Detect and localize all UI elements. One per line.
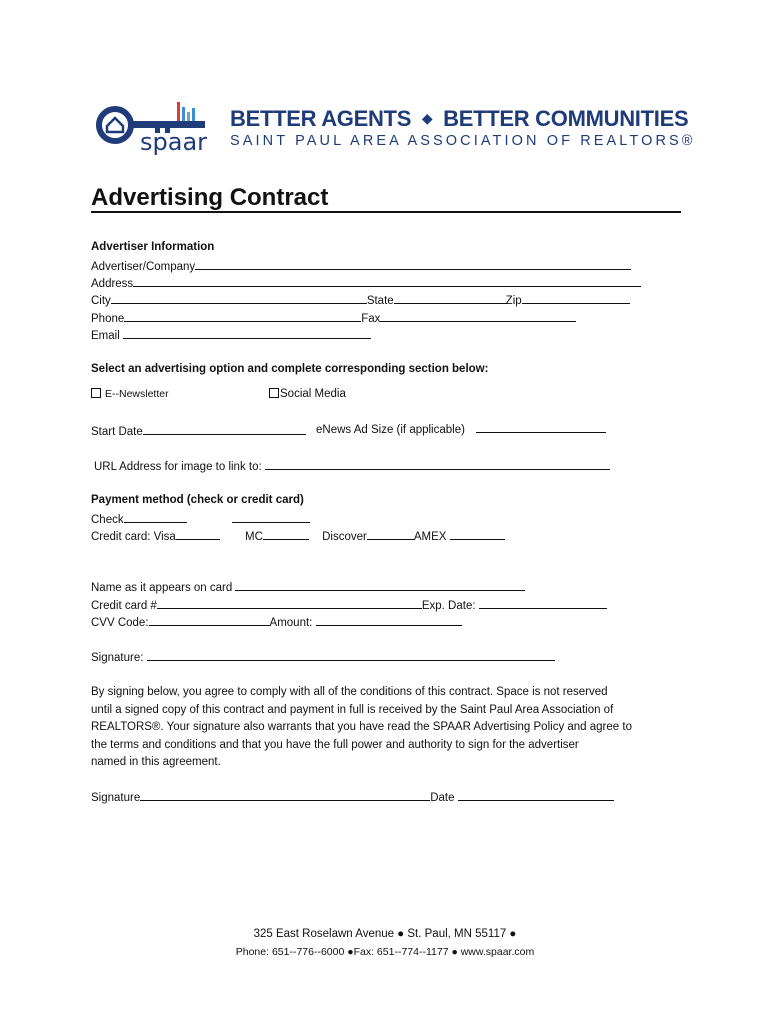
company-field[interactable]	[195, 258, 631, 270]
company-label: Advertiser/Company	[91, 261, 196, 273]
agreement-line: the terms and conditions and that you have the full power and authority to sign for the advertiser	[91, 738, 579, 751]
address-row	[91, 275, 641, 291]
footer-contact: Phone: 651--776--6000 ●Fax: 651--774--1177 ● www.spaar.com	[235, 946, 535, 958]
payment-signature-row	[91, 649, 555, 665]
payment-signature-field[interactable]	[147, 649, 555, 661]
ad-size-label: eNews Ad Size (if applicable)	[316, 424, 465, 436]
zip-field[interactable]	[522, 292, 630, 304]
org-name: SAINT PAUL AREA ASSOCIATION OF REALTORS®	[230, 133, 696, 149]
name-on-card-field[interactable]	[235, 579, 525, 591]
amount-label: Amount:	[269, 617, 313, 629]
social-checkbox[interactable]	[269, 388, 279, 398]
zip-label: Zip	[505, 295, 522, 307]
social-label: Social Media	[280, 388, 346, 400]
url-label: URL Address for image to link to:	[94, 461, 262, 473]
address-field[interactable]	[133, 275, 641, 287]
agreement-line: until a signed copy of this contract and payment in full is received by the Saint Paul Area Association of	[91, 703, 614, 716]
diamond-icon: ◆	[421, 110, 433, 126]
visa-field[interactable]	[176, 528, 220, 540]
social-option[interactable]	[269, 387, 346, 401]
card-number-row	[91, 597, 607, 613]
tagline-left: BETTER AGENTS	[230, 106, 412, 131]
address-label: Address	[91, 278, 134, 290]
card-number-label: Credit card #	[91, 600, 157, 612]
discover-field[interactable]	[367, 528, 414, 540]
advertiser-heading: Advertiser Information	[91, 241, 215, 253]
state-field[interactable]	[394, 292, 506, 304]
visa-label: Visa	[153, 531, 176, 543]
phone-row	[91, 310, 576, 326]
fax-field[interactable]	[380, 310, 576, 322]
amex-field[interactable]	[450, 528, 505, 540]
card-number-field[interactable]	[157, 597, 422, 609]
agreement-line: By signing below, you agree to comply with all of the conditions of this contract. Space is not reserved	[91, 686, 608, 698]
city-row	[91, 292, 630, 308]
check-number-field[interactable]	[232, 511, 310, 523]
tagline	[230, 106, 688, 132]
enewsletter-checkbox[interactable]	[91, 388, 101, 398]
date-label: Date	[430, 792, 455, 804]
credit-card-label: Credit card:	[91, 531, 151, 543]
name-on-card-row	[91, 579, 525, 595]
mc-field[interactable]	[263, 528, 309, 540]
final-signature-label: Signature	[91, 792, 141, 804]
fax-label: Fax	[361, 313, 381, 325]
url-row	[94, 458, 610, 474]
ad-size-row	[316, 421, 606, 437]
url-field[interactable]	[265, 458, 610, 470]
tagline-right: BETTER COMMUNITIES	[443, 106, 689, 131]
email-row	[91, 327, 371, 343]
state-label: State	[366, 295, 394, 307]
enewsletter-label: E--Newsletter	[105, 388, 169, 400]
final-signature-row	[91, 789, 614, 805]
agreement-text	[91, 684, 632, 772]
options-heading: Select an advertising option and complete corresponding section below:	[91, 363, 489, 375]
exp-field[interactable]	[479, 597, 607, 609]
cvv-field[interactable]	[149, 614, 270, 626]
company-row	[91, 258, 631, 274]
phone-field[interactable]	[124, 310, 361, 322]
ad-size-field[interactable]	[476, 421, 606, 433]
start-date-field[interactable]	[143, 423, 306, 435]
footer-address: 325 East Roselawn Avenue ● St. Paul, MN 55117 ●	[253, 928, 517, 940]
logo-text: spaar	[140, 128, 208, 156]
enewsletter-option[interactable]	[91, 387, 169, 401]
credit-card-row	[91, 528, 505, 544]
payment-heading: Payment method (check or credit card)	[91, 494, 304, 506]
amex-label: AMEX	[413, 531, 447, 543]
start-date-label: Start Date	[91, 426, 143, 438]
agreement-line: named in this agreement.	[91, 756, 221, 768]
check-field[interactable]	[124, 511, 187, 523]
check-row	[91, 511, 310, 527]
email-label: Email	[91, 330, 120, 342]
phone-label: Phone	[91, 313, 125, 325]
city-label: City	[91, 295, 111, 307]
discover-label: Discover	[322, 531, 367, 543]
final-signature-field[interactable]	[140, 789, 430, 801]
check-label: Check	[91, 514, 124, 526]
cvv-label: CVV Code:	[91, 617, 149, 629]
agreement-line: REALTORS®. Your signature also warrants that you have read the SPAAR Advertising Policy and agree to	[91, 721, 632, 733]
exp-label: Exp. Date:	[421, 600, 476, 612]
email-field[interactable]	[123, 327, 371, 339]
page-title: Advertising Contract	[91, 184, 681, 213]
date-field[interactable]	[458, 789, 614, 801]
city-field[interactable]	[111, 292, 367, 304]
name-on-card-label: Name as it appears on card	[91, 582, 233, 594]
cvv-row	[91, 614, 462, 630]
mc-label: MC	[245, 531, 263, 543]
amount-field[interactable]	[316, 614, 462, 626]
payment-signature-label: Signature:	[91, 652, 144, 664]
start-date-row	[91, 423, 306, 439]
